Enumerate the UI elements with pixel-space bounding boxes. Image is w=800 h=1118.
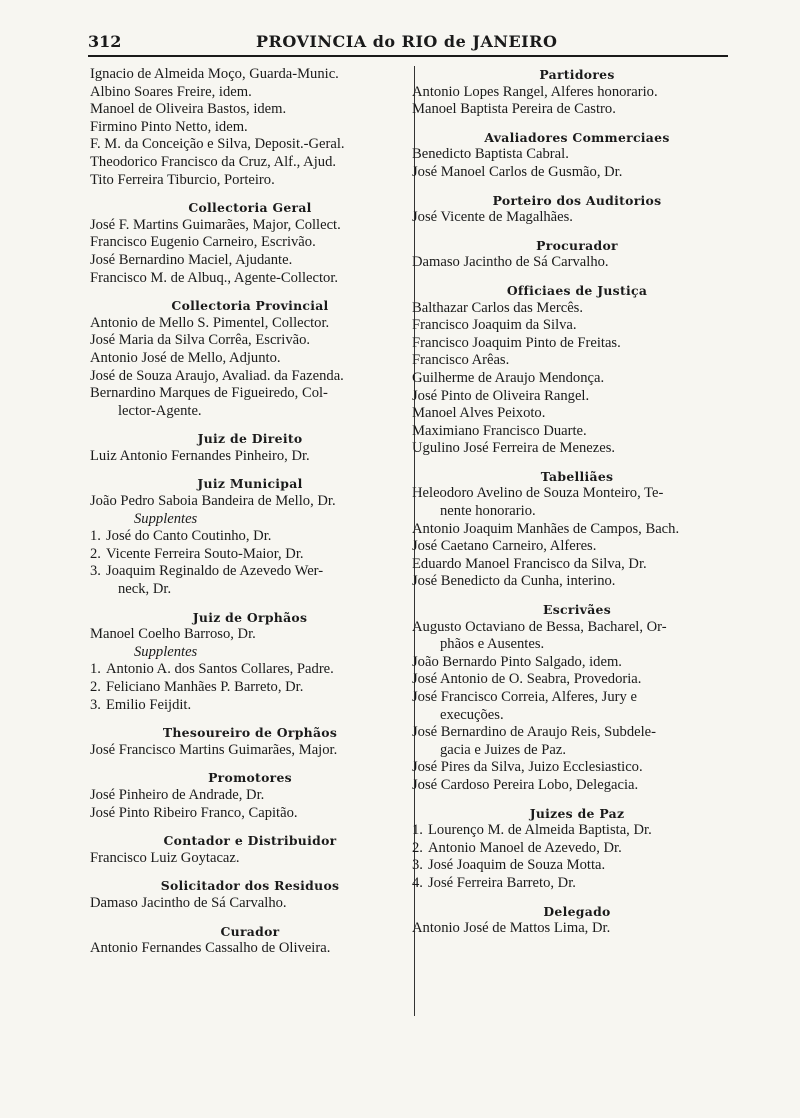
- section-contador: [90, 832, 410, 867]
- section-procurador: [412, 237, 742, 272]
- section-title: Tabelliães: [540, 468, 614, 484]
- item-text: Vicente Ferreira Souto-Maior, Dr.: [106, 545, 304, 562]
- item-number: 2.: [90, 545, 101, 562]
- item-text: Antonio A. dos Santos Collares, Padre.: [106, 661, 334, 678]
- section-title: Curador: [220, 923, 280, 939]
- section-juiz-municipal: [90, 475, 410, 598]
- item-text: José Joaquim de Souza Motta.: [428, 857, 606, 874]
- item-number: 1.: [90, 528, 101, 545]
- section-title: Collectoria Provincial: [171, 298, 329, 314]
- item-number: 1.: [412, 822, 423, 839]
- list-item: Francisco Joaquim Pinto de Freitas.: [412, 334, 621, 351]
- right-column: [412, 66, 742, 938]
- section-partidores: [412, 66, 742, 119]
- section-thesoureiro: [90, 724, 410, 759]
- list-item: [90, 528, 410, 546]
- item-text: José Ferreira Barreto, Dr.: [428, 874, 576, 891]
- section-title: Avaliadores Commerciaes: [484, 129, 670, 145]
- page-number: 312: [88, 32, 122, 51]
- list-item: Heleodoro Avelino de Souza Monteiro, Te-: [412, 485, 664, 502]
- list-item: Augusto Octaviano de Bessa, Bacharel, Or-: [412, 618, 667, 635]
- item-number: 1.: [90, 661, 101, 678]
- list-item: [412, 840, 742, 858]
- item-number: 4.: [412, 874, 423, 891]
- header-rule: [88, 55, 728, 57]
- section-juizes-paz: [412, 805, 742, 893]
- item-text: José do Canto Coutinho, Dr.: [106, 528, 272, 545]
- item-number: 3.: [90, 563, 101, 580]
- item-number: 3.: [412, 857, 423, 874]
- list-item: Francisco Arêas.: [412, 352, 510, 369]
- list-item: José Francisco Martins Guimarães, Major.: [90, 741, 338, 758]
- list-item: Antonio José de Mattos Lima, Dr.: [412, 920, 611, 937]
- list-item: João Pedro Saboia Bandeira de Mello, Dr.: [90, 493, 336, 510]
- list-item: Antonio José de Mello, Adjunto.: [90, 349, 281, 366]
- list-item-continuation: nente honorario.: [440, 503, 536, 520]
- section-title: Promotores: [208, 770, 292, 786]
- list-item: José Antonio de O. Seabra, Provedoria.: [412, 671, 642, 688]
- left-column: [90, 66, 410, 958]
- list-item: Manoel de Oliveira Bastos, idem.: [90, 101, 287, 118]
- list-item: Eduardo Manoel Francisco da Silva, Dr.: [412, 555, 647, 572]
- item-number: 3.: [90, 696, 101, 713]
- section-juiz-orphaos: [90, 609, 410, 715]
- section-title: Juiz de Direito: [197, 431, 303, 447]
- section-title: Procurador: [536, 237, 618, 253]
- list-item: Francisco Luiz Goytacaz.: [90, 849, 240, 866]
- list-item: Manoel Alves Peixoto.: [412, 405, 546, 422]
- list-item: Francisco M. de Albuq., Agente-Collector.: [90, 269, 339, 286]
- list-item: [90, 679, 410, 697]
- list-item: Damaso Jacintho de Sá Carvalho.: [90, 894, 287, 911]
- section-title: Juizes de Paz: [529, 805, 625, 821]
- subsection-title: Supplentes: [134, 510, 198, 527]
- section-officiaes: [412, 282, 742, 458]
- list-item: João Bernardo Pinto Salgado, idem.: [412, 653, 622, 670]
- list-item: Theodorico Francisco da Cruz, Alf., Ajud.: [90, 153, 337, 170]
- list-item: Antonio Fernandes Cassalho de Oliveira.: [90, 940, 331, 957]
- list-item: Ugulino José Ferreira de Menezes.: [412, 440, 616, 457]
- list-item: Francisco Eugenio Carneiro, Escrivão.: [90, 234, 316, 251]
- list-item: Antonio Lopes Rangel, Alferes honorario.: [412, 83, 658, 100]
- subsection-title: Supplentes: [134, 643, 198, 660]
- list-item: Maximiano Francisco Duarte.: [412, 422, 587, 439]
- section-title: Collectoria Geral: [188, 200, 312, 216]
- page-header: [88, 32, 728, 54]
- section-delegado: [412, 903, 742, 938]
- list-item: José Maria da Silva Corrêa, Escrivão.: [90, 332, 311, 349]
- section-collectoria-geral: [90, 199, 410, 287]
- section-curador: [90, 923, 410, 958]
- list-item: José Manoel Carlos de Gusmão, Dr.: [412, 163, 623, 180]
- list-item: [90, 546, 410, 564]
- item-text: Joaquim Reginaldo de Azevedo Wer-: [106, 563, 324, 580]
- list-item: [90, 697, 410, 715]
- list-item: José Vicente de Magalhães.: [412, 209, 573, 226]
- list-item: José Caetano Carneiro, Alferes.: [412, 538, 597, 555]
- list-item: Bernardino Marques de Figueiredo, Col-: [90, 385, 328, 402]
- list-item: Luiz Antonio Fernandes Pinheiro, Dr.: [90, 447, 310, 464]
- list-item: José F. Martins Guimarães, Major, Collect.: [90, 216, 341, 233]
- list-item: [90, 661, 410, 679]
- list-item: Antonio Joaquim Manhães de Campos, Bach.: [412, 520, 680, 537]
- section-title: Porteiro dos Auditorios: [492, 192, 662, 208]
- list-item-continuation: lector-Agente.: [118, 402, 202, 419]
- section-solicitador: [90, 877, 410, 912]
- list-item: Manoel Baptista Pereira de Castro.: [412, 101, 616, 118]
- list-item-continuation: phãos e Ausentes.: [440, 636, 545, 653]
- list-item: Tito Ferreira Tiburcio, Porteiro.: [90, 171, 275, 188]
- list-item: José Benedicto da Cunha, interino.: [412, 573, 616, 590]
- list-item: José Pinheiro de Andrade, Dr.: [90, 786, 265, 803]
- list-item: José Pinto de Oliveira Rangel.: [412, 387, 590, 404]
- list-item: José Pinto Ribeiro Franco, Capitão.: [90, 804, 298, 821]
- item-text: Lourenço M. de Almeida Baptista, Dr.: [428, 822, 652, 839]
- item-text: Feliciano Manhães P. Barreto, Dr.: [106, 679, 304, 695]
- running-head: PROVINCIA do RIO de JANEIRO: [256, 32, 558, 51]
- list-item-continuation: gacia e Juizes de Paz.: [440, 741, 567, 758]
- list-item: [90, 563, 410, 581]
- section-title: Juiz de Orphãos: [192, 609, 308, 625]
- section-title: Contador e Distribuidor: [163, 833, 337, 849]
- item-number: 2.: [90, 679, 101, 695]
- list-item: Firmino Pinto Netto, idem.: [90, 118, 248, 135]
- list-item: Damaso Jacintho de Sá Carvalho.: [412, 254, 609, 271]
- list-item: F. M. da Conceição e Silva, Deposit.-Geral.: [90, 136, 345, 153]
- list-item: Albino Soares Freire, idem.: [90, 83, 252, 100]
- section-guardas: [90, 66, 410, 189]
- section-title: Juiz Municipal: [197, 476, 303, 492]
- item-text: Antonio Manoel de Azevedo, Dr.: [428, 839, 622, 856]
- list-item: José Francisco Correia, Alferes, Jury e: [412, 689, 637, 705]
- section-title: Thesoureiro de Orphãos: [162, 725, 338, 741]
- section-title: Officiaes de Justiça: [506, 282, 648, 298]
- section-collectoria-provincial: [90, 297, 410, 420]
- list-item: Manoel Coelho Barroso, Dr.: [90, 626, 256, 643]
- list-item: José Pires da Silva, Juizo Ecclesiastico.: [412, 759, 643, 776]
- list-item: Ignacio de Almeida Moço, Guarda-Munic.: [90, 66, 339, 82]
- list-item-continuation: execuções.: [440, 706, 504, 723]
- section-porteiro: [412, 192, 742, 227]
- list-item: [412, 857, 742, 875]
- list-item: Balthazar Carlos das Mercês.: [412, 299, 584, 316]
- section-escrivaes: [412, 601, 742, 795]
- list-item: Francisco Joaquim da Silva.: [412, 317, 577, 334]
- section-juiz-direito: [90, 430, 410, 465]
- list-item: Guilherme de Araujo Mendonça.: [412, 369, 605, 386]
- list-item: Antonio de Mello S. Pimentel, Collector.: [90, 314, 330, 331]
- section-title: Partidores: [539, 67, 615, 82]
- section-promotores: [90, 769, 410, 822]
- item-text: Emilio Feijdit.: [106, 696, 192, 713]
- section-avaliadores: [412, 129, 742, 182]
- section-tabelliaes: [412, 468, 742, 591]
- section-title: Delegado: [543, 903, 611, 919]
- list-item: [412, 822, 742, 840]
- list-item: Benedicto Baptista Cabral.: [412, 146, 569, 163]
- item-number: 2.: [412, 839, 423, 856]
- list-item: José Cardoso Pereira Lobo, Delegacia.: [412, 776, 639, 793]
- list-item: José de Souza Araujo, Avaliad. da Fazenda.: [90, 367, 344, 384]
- section-title: Escrivães: [543, 602, 611, 618]
- list-item: José Bernardino Maciel, Ajudante.: [90, 251, 293, 268]
- section-title: Solicitador dos Residuos: [160, 878, 340, 894]
- list-item: [412, 875, 742, 893]
- list-item-continuation: neck, Dr.: [118, 581, 172, 598]
- list-item: José Bernardino de Araujo Reis, Subdele-: [412, 724, 656, 741]
